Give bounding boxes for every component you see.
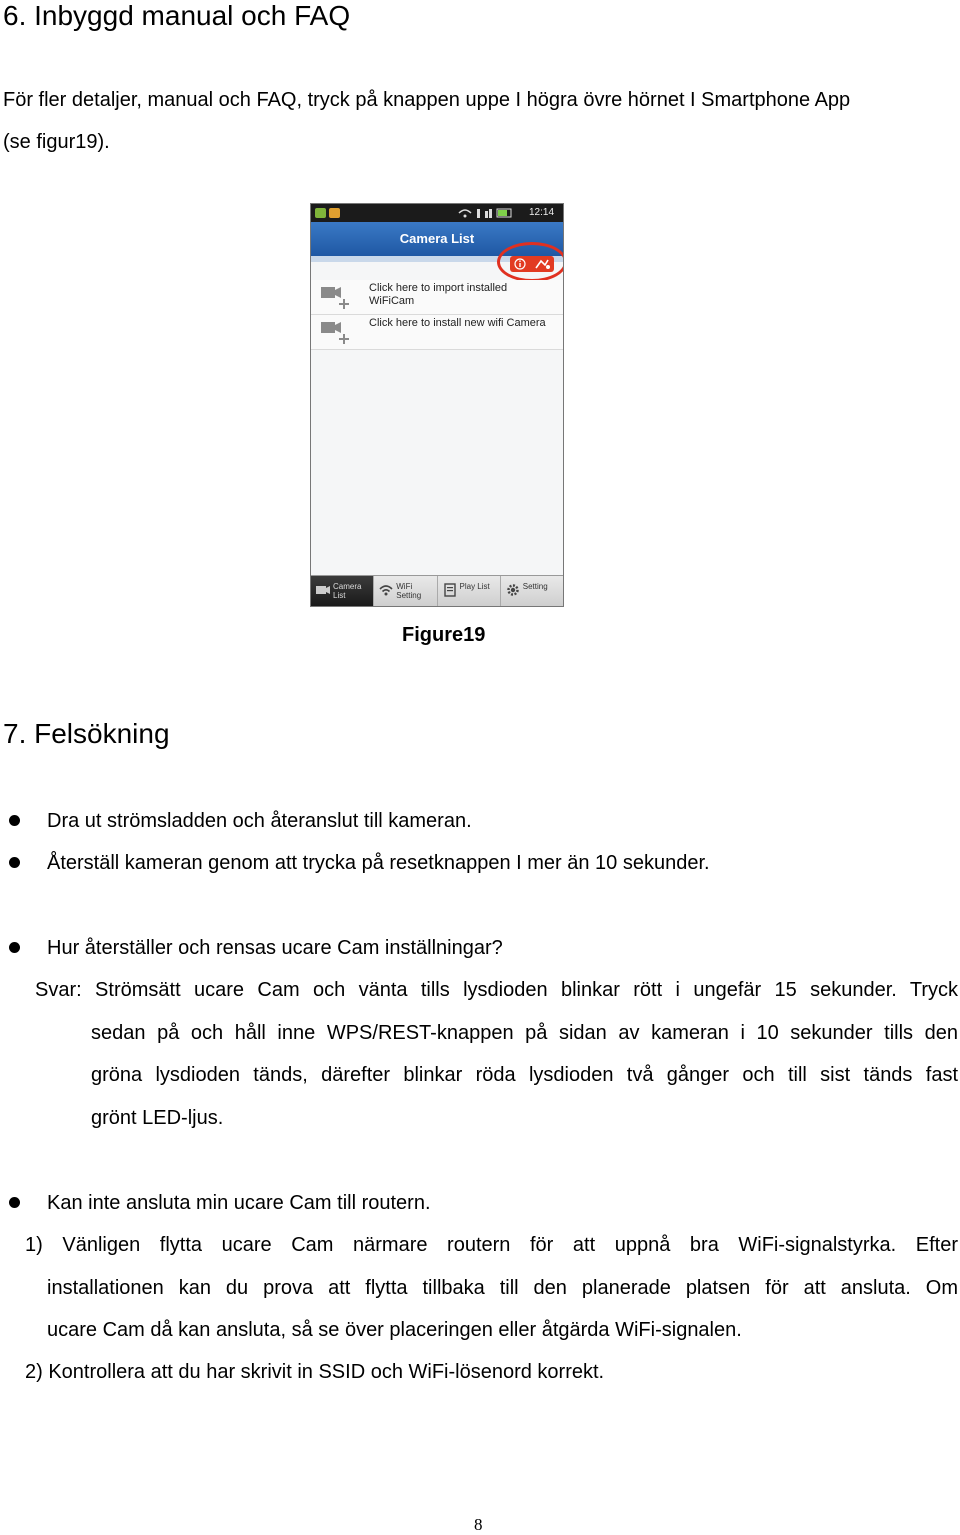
- notification-icons: [315, 207, 341, 219]
- section-6-intro-line-1: För fler detaljer, manual och FAQ, tryck på knappen uppe I högra övre hörnet I Smartphone App: [3, 89, 851, 111]
- status-time: 12:14: [529, 207, 555, 218]
- camera-tab-icon: [315, 583, 331, 597]
- tab-label: Camera List: [333, 582, 362, 600]
- app-title-bar: Camera List: [311, 222, 563, 256]
- tab-label: Play List: [459, 582, 490, 591]
- status-icons: [457, 207, 521, 219]
- import-camera-label: Click here to import installed WiFiCam: [369, 282, 508, 307]
- status-bar: [311, 204, 563, 222]
- video-camera-add-icon: [319, 318, 353, 346]
- step-1-line-1: 1) Vänligen flytta ucare Cam närmare routern för att uppnå bra WiFi-signalstyrka. Efter: [25, 1234, 958, 1256]
- tab-label: WiFi Setting: [396, 582, 422, 600]
- tab-play-list[interactable]: [438, 576, 501, 606]
- bullet-2-text: Återställ kameran genom att trycka på resetknappen I mer än 10 sekunder.: [47, 852, 710, 874]
- bullet-dot: [9, 942, 20, 953]
- wifi-icon: [378, 583, 394, 597]
- answer-line-2: sedan på och håll inne WPS/REST-knappen på sidan av kameran i 10 sekunder tills den: [91, 1022, 958, 1044]
- answer-line-1: Svar: Strömsätt ucare Cam och vänta tills lysdioden blinkar rött i ungefär 15 sekunder. Tryck: [35, 979, 958, 1001]
- bullet-3-text: Hur återställer och rensas ucare Cam inställningar?: [47, 937, 503, 959]
- install-camera-item[interactable]: [311, 315, 563, 350]
- manual-faq-button[interactable]: [510, 256, 554, 272]
- bullet-4-text: Kan inte ansluta min ucare Cam till routern.: [47, 1192, 431, 1214]
- import-camera-item[interactable]: [311, 280, 563, 315]
- section-6-intro-line-2: (se figur19).: [3, 131, 110, 153]
- install-camera-label: Click here to install new wifi Camera: [369, 317, 546, 329]
- bullet-dot: [9, 1197, 20, 1208]
- info-icon: [514, 258, 526, 270]
- gear-icon: [505, 583, 521, 597]
- bottom-tab-bar: [311, 575, 563, 606]
- step-1-line-3: ucare Cam då kan ansluta, så se över placeringen eller åtgärda WiFi-signalen.: [47, 1319, 742, 1341]
- tab-wifi-setting[interactable]: [374, 576, 437, 606]
- figure-caption: Figure19: [402, 624, 486, 646]
- page-number: 8: [474, 1515, 483, 1534]
- tab-label: Setting: [522, 582, 548, 591]
- share-icon: [534, 258, 550, 270]
- tab-camera-list[interactable]: [311, 576, 374, 606]
- step-1-line-2: installationen kan du prova att flytta tillbaka till den planerade platsen för att ansluta. Om: [47, 1277, 958, 1299]
- figure19-phone-screenshot: [310, 203, 564, 607]
- answer-line-3: gröna lysdioden tänds, därefter blinkar röda lysdioden två gånger och till sist tänds fast: [91, 1064, 958, 1086]
- video-camera-add-icon: [319, 283, 353, 311]
- bullet-dot: [9, 857, 20, 868]
- section-7-heading: 7. Felsökning: [3, 718, 170, 749]
- section-6-heading: 6. Inbyggd manual och FAQ: [3, 0, 351, 31]
- step-2-text: 2) Kontrollera att du har skrivit in SSID och WiFi-lösenord korrekt.: [25, 1361, 605, 1383]
- tab-setting[interactable]: [501, 576, 563, 606]
- playlist-icon: [442, 583, 458, 597]
- bullet-1-text: Dra ut strömsladden och återanslut till kameran.: [47, 810, 472, 832]
- answer-line-4: grönt LED-ljus.: [91, 1107, 224, 1129]
- bullet-dot: [9, 815, 20, 826]
